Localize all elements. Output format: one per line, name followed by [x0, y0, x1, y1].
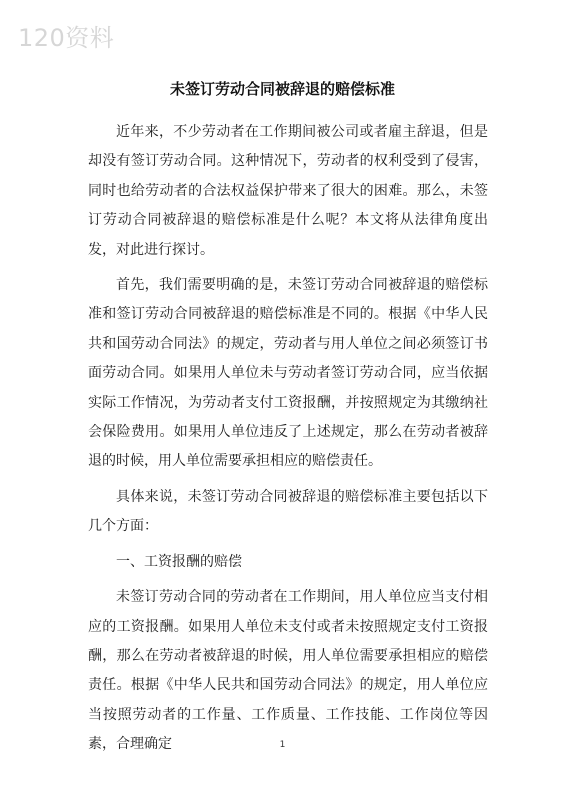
page-number: 1	[279, 740, 286, 750]
paragraph-intro: 近年来，不少劳动者在工作期间被公司或者雇主辞退，但是却没有签订劳动合同。这种情况下，劳动者的权利受到了侵害，同时也给劳动者的合法权益保护带来了很大的困难。那么，未签订劳动合同被辞退的赔偿标准是什么呢？本文将从法律角度出发，对此进行探讨。	[88, 124, 488, 258]
document-body	[88, 118, 488, 766]
watermark-logo: 120资料	[18, 24, 115, 52]
paragraph-wage-compensation: 未签订劳动合同的劳动者在工作期间，用人单位应当支付相应的工资报酬。如果用人单位未支付或者未按照规定支付工资报酬，那么在劳动者被辞退的时候，用人单位需要承担相应的赔偿责任。根据《中华人民共和国劳动合同法》的规定，用人单位应当按照劳动者的工作量、工作质量、工作技能、工作岗位等因素，合理确定	[88, 589, 488, 753]
paragraph-standard-difference: 首先，我们需要明确的是，未签订劳动合同被辞退的赔偿标准和签订劳动合同被辞退的赔偿标准是不同的。根据《中华人民共和国劳动合同法》的规定，劳动者与用人单位之间必须签订书面劳动合同。如果用人单位未与劳动者签订劳动合同，应当依据实际工作情况，为劳动者支付工资报酬，并按照规定为其缴纳社会保险费用。如果用人单位违反了上述规定，那么在劳动者被辞退的时候，用人单位需要承担相应的赔偿责任。	[88, 277, 488, 470]
section-heading-wage-compensation: 一、工资报酬的赔偿	[116, 553, 242, 570]
document-title: 未签订劳动合同被辞退的赔偿标准	[169, 80, 395, 98]
paragraph-aspects-intro: 具体来说，未签订劳动合同被辞退的赔偿标准主要包括以下几个方面：	[88, 488, 488, 535]
